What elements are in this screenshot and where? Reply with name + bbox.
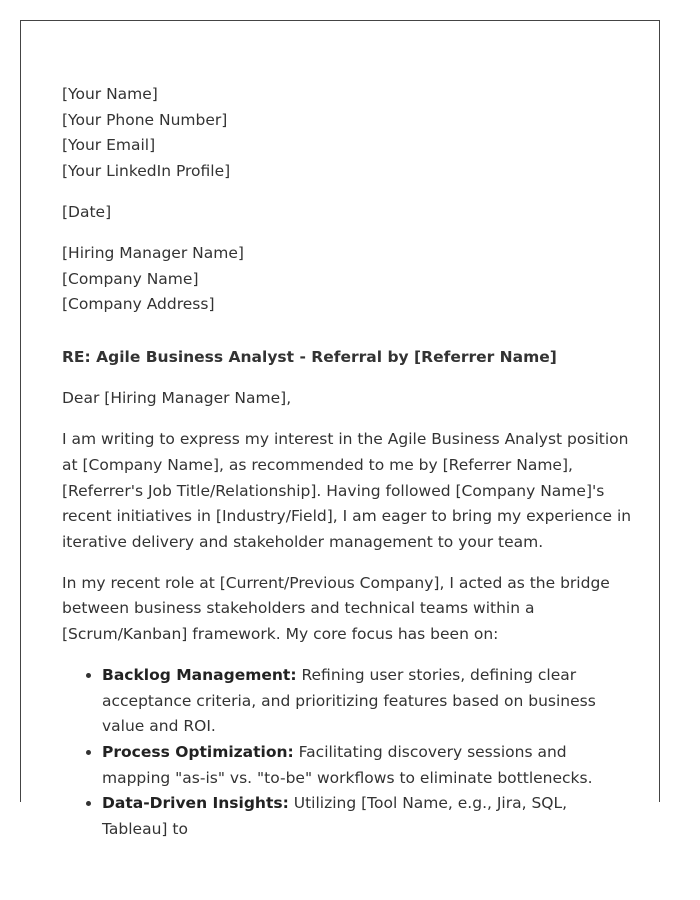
letter-date: [Date] <box>62 202 112 221</box>
letter-content <box>62 82 637 842</box>
recipient-company: [Company Name] <box>62 269 199 288</box>
list-item-title: Data-Driven Insights: <box>102 794 289 813</box>
list-item-text: Refining user stories, defining clear acceptance criteria, and prioritizing features based on business value and ROI. <box>102 666 596 736</box>
sender-linkedin: [Your LinkedIn Profile] <box>62 161 231 180</box>
focus-list <box>62 663 637 842</box>
paragraph-intro: I am writing to express my interest in the Agile Business Analyst position at [Company Name], as recommended to me by [Referrer Name], [Referrer's Job Title/Relationship]. Having followed [Company Name]'s recent initiatives in [Industry/Field], I am eager to bring my experience in iterative delivery and stakeholder management to your team. <box>62 430 632 551</box>
recipient-manager: [Hiring Manager Name] <box>62 244 244 263</box>
sender-name: [Your Name] <box>62 85 158 103</box>
salutation: Dear [Hiring Manager Name], <box>62 389 292 408</box>
recipient-address: [Company Address] <box>62 295 215 314</box>
list-item-text: Utilizing [Tool Name, e.g., Jira, SQL, Tableau] to <box>102 794 568 838</box>
subject-line: RE: Agile Business Analyst - Referral by [Referrer Name] <box>62 347 557 366</box>
list-item <box>102 791 637 842</box>
list-item <box>102 663 637 740</box>
letter-page <box>20 20 660 838</box>
list-item-text: Facilitating discovery sessions and mapping "as-is" vs. "to-be" workflows to eliminate bottlenecks. <box>102 743 593 787</box>
sender-block <box>62 82 637 184</box>
paragraph-experience: In my recent role at [Current/Previous Company], I acted as the bridge between business stakeholders and technical teams within a [Scrum/Kanban] framework. My core focus has been on: <box>62 573 610 644</box>
recipient-block <box>62 241 637 318</box>
list-item <box>102 740 637 791</box>
date-block <box>62 200 637 226</box>
sender-email: [Your Email] <box>62 136 156 155</box>
sender-phone: [Your Phone Number] <box>62 110 228 129</box>
list-item-title: Backlog Management: <box>102 666 297 685</box>
list-item-title: Process Optimization: <box>102 743 294 762</box>
